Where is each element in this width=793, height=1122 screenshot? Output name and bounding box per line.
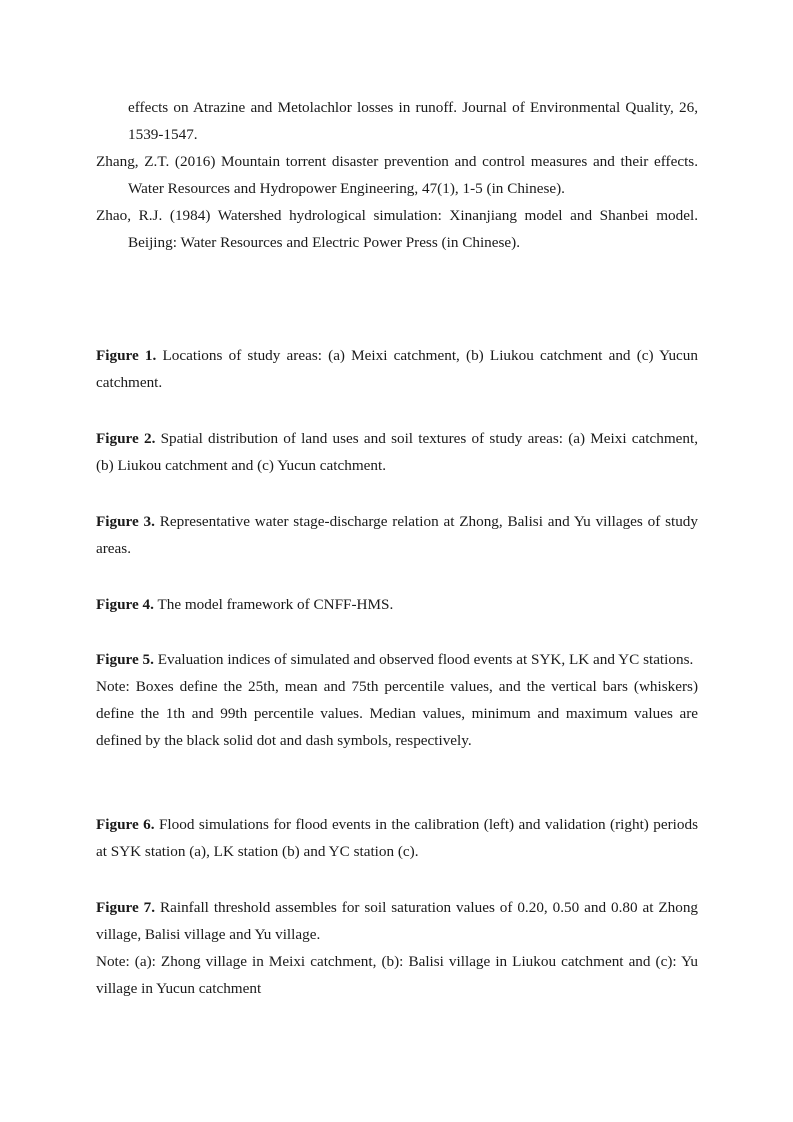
figure-3-text: Representative water stage-discharge relation at Zhong, Balisi and Yu villages of study areas. [96, 513, 698, 557]
figure-1-text: Locations of study areas: (a) Meixi catchment, (b) Liukou catchment and (c) Yucun catchment. [96, 347, 698, 391]
figure-5-label: Figure 5. [96, 651, 154, 668]
reference-continuation: effects on Atrazine and Metolachlor losses in runoff. Journal of Environmental Quality, 26, 1539-1547. [128, 99, 698, 143]
reference-zhang-2016: Zhang, Z.T. (2016) Mountain torrent disaster prevention and control measures and their effects. Water Resources and Hydropower Engineering, 47(1), 1-5 (in Chinese). [96, 153, 698, 197]
figure-1-caption [96, 342, 698, 396]
figure-2-text: Spatial distribution of land uses and soil textures of study areas: (a) Meixi catchment, (b) Liukou catchment and (c) Yucun catchment. [96, 430, 698, 474]
figure-4-label: Figure 4. [96, 596, 154, 613]
figure-6-caption [96, 811, 698, 865]
figure-2-caption [96, 425, 698, 479]
figure-7-text: Rainfall threshold assembles for soil saturation values of 0.20, 0.50 and 0.80 at Zhong village, Balisi village and Yu village. [96, 899, 699, 943]
figure-2-label: Figure 2. [96, 430, 156, 447]
figure-3-caption [96, 508, 698, 562]
figure-7-caption [96, 894, 698, 1002]
figure-5-caption [96, 646, 698, 754]
references-section [96, 94, 698, 256]
figure-4-text: The model framework of CNFF-HMS. [153, 596, 394, 613]
figure-5-note: Note: Boxes define the 25th, mean and 75th percentile values, and the vertical bars (whiskers) define the 1th and 99th percentile values. Median values, minimum and maximum values are defined by the black solid dot and dash symbols, respectively. [96, 678, 698, 749]
reference-zhao-1984: Zhao, R.J. (1984) Watershed hydrological simulation: Xinanjiang model and Shanbei model. Beijing: Water Resources and Electric Power Press (in Chinese). [96, 207, 698, 251]
figure-7-label: Figure 7. [96, 899, 156, 916]
figure-4-caption [96, 591, 698, 618]
figure-3-label: Figure 3. [96, 513, 155, 530]
figure-6-label: Figure 6. [96, 816, 155, 833]
figure-1-label: Figure 1. [96, 347, 157, 364]
figure-5-text: Evaluation indices of simulated and observed flood events at SYK, LK and YC stations. [153, 651, 694, 668]
figure-7-note: Note: (a): Zhong village in Meixi catchment, (b): Balisi village in Liukou catchment and (c): Yu village in Yucun catchment [96, 953, 698, 997]
figure-6-text: Flood simulations for flood events in the calibration (left) and validation (right) periods at SYK station (a), LK station (b) and YC station (c). [96, 816, 698, 860]
